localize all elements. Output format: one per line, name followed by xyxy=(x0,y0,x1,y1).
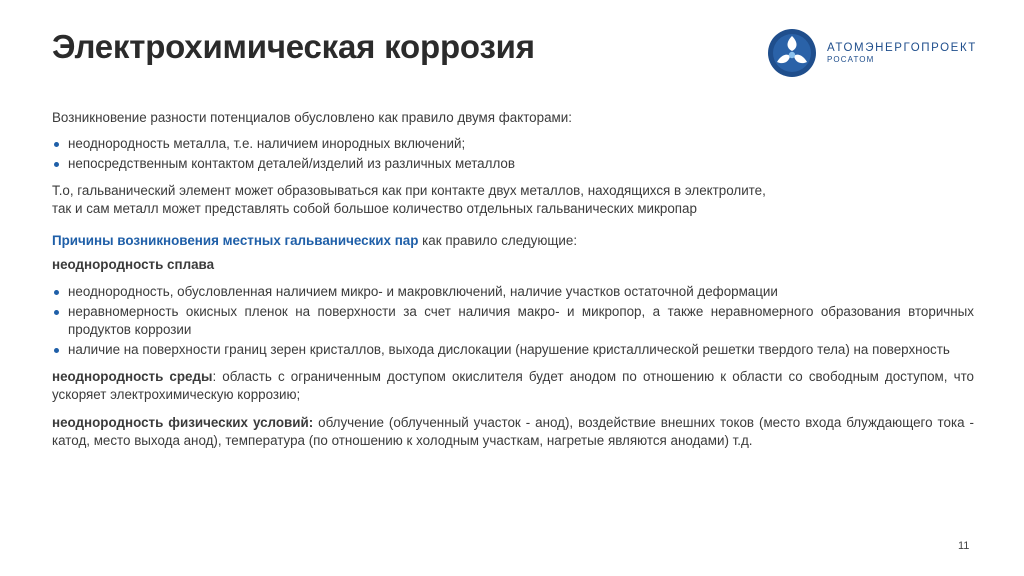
slide-content xyxy=(52,109,974,458)
rosatom-logo-icon xyxy=(767,28,817,78)
causes-heading: Причины возникновения местных гальванических пар xyxy=(52,233,419,248)
physical-text: облучение (облученный участок - анод), воздействие внешних токов (место входа блуждающего тока - катод, место выхода анод), температура (по отношению к холодным участкам, нагретые являются анодами) т.д. xyxy=(52,415,974,448)
list-item: неравномерность окисных пленок на поверхности за счет наличия макро- и микропор, а также неравномерного образования вторичных продуктов коррозии xyxy=(52,303,974,339)
causes-paragraph xyxy=(52,232,974,250)
alloy-heading: неоднородность сплава xyxy=(52,257,215,272)
list-item: наличие на поверхности границ зерен кристаллов, выхода дислокации (нарушение кристаллической решетки твердого тела) на поверхность xyxy=(52,341,974,359)
medium-paragraph xyxy=(52,368,974,404)
list-item: непосредственным контактом деталей/изделий из различных металлов xyxy=(52,155,974,173)
page-number: 11 xyxy=(958,540,970,552)
intro-paragraph: Возникновение разности потенциалов обусловлено как правило двумя факторами: xyxy=(52,110,572,125)
summary-line: Т.о, гальванический элемент может образовываться как при контакте двух металлов, находящихся в электролите, xyxy=(52,183,766,198)
summary-line: так и сам металл может представлять собой большое количество отдельных гальванических микропар xyxy=(52,201,697,216)
causes-text: как правило следующие: xyxy=(418,233,578,248)
logo-subtitle: РОСАТОМ xyxy=(827,55,875,65)
company-logo xyxy=(767,28,987,78)
summary-paragraph xyxy=(52,182,974,218)
list-item: неоднородность, обусловленная наличием микро- и макровключений, наличие участков остаточной деформации xyxy=(52,283,974,301)
slide-title: Электрохимическая коррозия xyxy=(52,28,535,65)
physical-paragraph xyxy=(52,414,974,450)
physical-heading: неоднородность физических условий: xyxy=(52,415,314,430)
medium-text: : область с ограниченным доступом окислителя будет анодом по отношению к области со свободным доступом, что ускоряет электрохимическую коррозию; xyxy=(52,369,974,402)
medium-heading: неоднородность среды xyxy=(52,369,213,384)
logo-name: АТОМЭНЕРГОПРОЕКТ xyxy=(827,41,977,54)
factors-list xyxy=(52,135,974,173)
list-item: неоднородность металла, т.е. наличием инородных включений; xyxy=(52,135,974,153)
alloy-list xyxy=(52,283,974,359)
